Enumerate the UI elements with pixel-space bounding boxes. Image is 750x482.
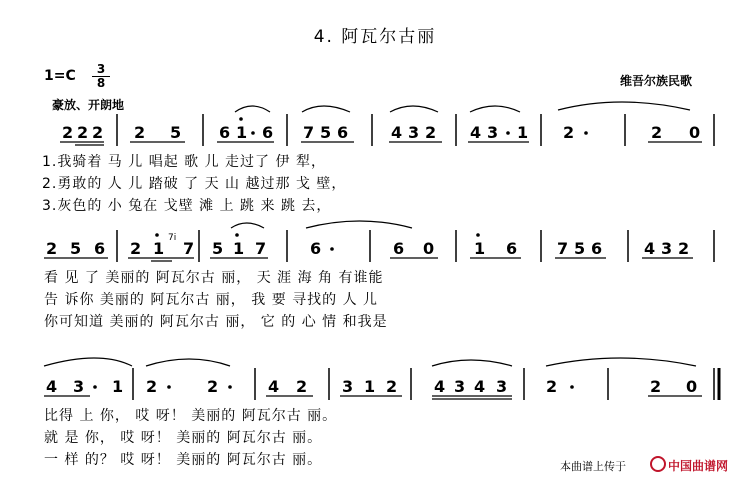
lyric-line: 2.勇敢的 人 儿 踏破 了 天 山 越过那 戈 壁，: [42, 176, 347, 192]
site-logo-icon: [650, 456, 666, 472]
lyric-line: 就 是 你， 哎 呀！ 美丽的 阿瓦尔古 丽。: [44, 430, 323, 446]
system-1: [60, 102, 714, 146]
note: 2: [296, 377, 308, 396]
lyric-line: 告 诉你 美丽的 阿瓦尔古 丽， 我 要 寻找的 人 儿: [44, 292, 379, 308]
lyric-line: 3.灰色的 小 兔在 戈壁 滩 上 跳 来 跳 去，: [42, 198, 332, 214]
upload-note: 本曲谱上传于: [560, 460, 626, 473]
note: 6: [310, 239, 322, 258]
note: 7: [255, 239, 267, 258]
note: 4: [391, 123, 403, 142]
note: 5: [212, 239, 224, 258]
note: 2: [207, 377, 219, 396]
note: 6: [94, 239, 106, 258]
note: 3: [408, 123, 420, 142]
lyric-line: 比得 上 你， 哎 呀！ 美丽的 阿瓦尔古 丽。: [44, 408, 338, 424]
note: 0: [423, 239, 435, 258]
note: 6: [337, 123, 349, 142]
note: 1: [153, 239, 165, 258]
note: 3: [496, 377, 508, 396]
note: 7: [303, 123, 315, 142]
note: 1: [233, 239, 245, 258]
note: 4: [644, 239, 656, 258]
note: 5: [70, 239, 82, 258]
note: 6: [219, 123, 231, 142]
note: 1: [517, 123, 529, 142]
composer-credit: 维吾尔族民歌: [620, 74, 693, 88]
note: 5: [574, 239, 586, 258]
note: 7: [183, 239, 195, 258]
note: 4: [434, 377, 446, 396]
note: 1: [364, 377, 376, 396]
note: 2: [563, 123, 575, 142]
note: 2: [146, 377, 158, 396]
song-title: 4. 阿瓦尔古丽: [313, 27, 437, 47]
site-logo[interactable]: [650, 456, 728, 474]
note: 6: [393, 239, 405, 258]
note: 4: [474, 377, 486, 396]
note: 2: [651, 123, 663, 142]
tempo-marking: 豪放、开朗地: [52, 98, 125, 112]
lyric-line: 一 样 的？ 哎 呀！ 美丽的 阿瓦尔古 丽。: [44, 452, 323, 468]
time-signature-top: 3: [96, 62, 106, 76]
note: 1: [236, 123, 248, 142]
note: 2: [386, 377, 398, 396]
note: 3: [661, 239, 673, 258]
note: 0: [689, 123, 701, 142]
system-2: [44, 221, 714, 262]
note: 3: [342, 377, 354, 396]
lyric-line: 1.我骑着 马 儿 唱起 歌 儿 走过了 伊 犁，: [42, 154, 326, 170]
note: 5: [170, 123, 182, 142]
note: 6: [591, 239, 603, 258]
note: 4: [46, 377, 58, 396]
note: 2: [650, 377, 662, 396]
note: 0: [686, 377, 698, 396]
note: 4: [470, 123, 482, 142]
time-signature-bottom: 8: [92, 76, 110, 90]
note: 2: [546, 377, 558, 396]
note: 3: [73, 377, 85, 396]
note: 1: [474, 239, 486, 258]
note: 2: [46, 239, 58, 258]
note: 6: [506, 239, 518, 258]
grace-note-mark: 7i: [168, 233, 177, 243]
system-3: [44, 358, 719, 400]
note: 2: [92, 123, 104, 142]
lyric-line: 看 见 了 美丽的 阿瓦尔古 丽， 天 涯 海 角 有谁能: [44, 270, 384, 286]
note: 7: [557, 239, 569, 258]
note: 2: [77, 123, 89, 142]
site-name: 中国曲谱网: [668, 459, 729, 473]
note: 2: [425, 123, 437, 142]
note: 5: [320, 123, 332, 142]
note: 2: [678, 239, 690, 258]
key-signature: 1=C: [44, 68, 76, 84]
note: 6: [262, 123, 274, 142]
note: 2: [62, 123, 74, 142]
note: 3: [487, 123, 499, 142]
note: 2: [134, 123, 146, 142]
lyric-line: 你可知道 美丽的 阿瓦尔古 丽， 它 的 心 情 和我是: [44, 314, 388, 330]
note: 1: [112, 377, 124, 396]
note: 3: [454, 377, 466, 396]
note: 2: [130, 239, 142, 258]
note: 4: [268, 377, 280, 396]
